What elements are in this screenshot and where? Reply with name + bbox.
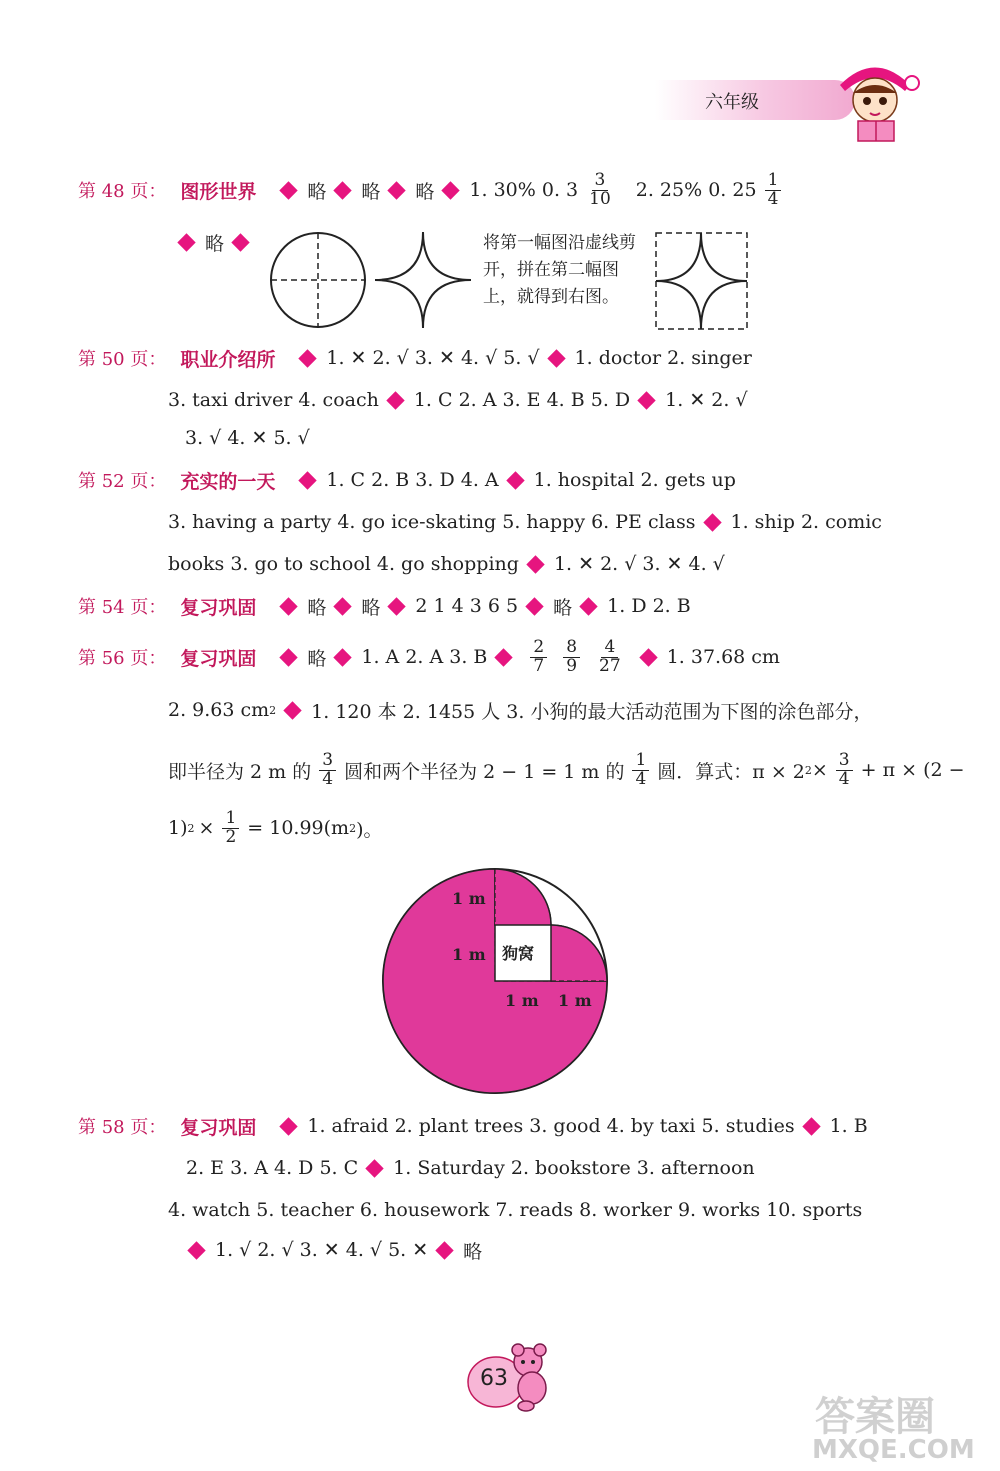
answer: 即半径为 2 m 的: [168, 760, 312, 783]
girl-reading-icon: [830, 55, 920, 145]
answer: 1. ✕ 2. √ 3. ✕ 4. √: [553, 553, 725, 575]
answer: 3. √ 4. ✕ 5. √: [185, 427, 310, 449]
section-58-line2: [186, 1148, 755, 1188]
answer: 3. having a party 4. go ice-skating 5. happy 6. PE class: [168, 511, 696, 533]
section-52-line3: [168, 544, 725, 584]
fraction: $\frac{4}{27}$: [599, 636, 621, 676]
section-48-line2: [170, 222, 259, 262]
page-ref: 第 50 页：: [78, 349, 167, 370]
answer: 1. ✕ 2. √: [665, 389, 748, 411]
diamond-bullet-icon: [299, 471, 317, 489]
answer: 略: [307, 596, 327, 619]
diamond-bullet-icon: [435, 1241, 453, 1259]
diamond-bullet-icon: [579, 597, 597, 615]
answer: 1. ship 2. comic: [730, 511, 882, 533]
answer: + π × (2 −: [860, 759, 965, 781]
diamond-bullet-icon: [703, 513, 721, 531]
diamond-bullet-icon: [280, 181, 298, 199]
page-ref: 第 56 页：: [78, 648, 167, 669]
answer: 2 1 4 3 6 5: [415, 595, 519, 617]
fraction: $\frac{8}{9}$: [563, 639, 580, 676]
section-58-line1: [78, 1106, 868, 1146]
figure-square-star: [655, 232, 750, 332]
radius-label: 1 m: [452, 889, 486, 908]
diamond-bullet-icon: [526, 555, 544, 573]
answer: 1. afraid 2. plant trees 3. good 4. by taxi 5. studies: [307, 1115, 795, 1137]
page-ref: 第 48 页：: [78, 181, 167, 202]
answer: 4. watch 5. teacher 6. housework 7. reads 8. worker 9. works 10. sports: [168, 1199, 863, 1221]
diamond-bullet-icon: [365, 1159, 383, 1177]
section-50-line1: [78, 338, 752, 378]
page-number: 63: [480, 1366, 508, 1391]
answer: 1. C 2. B 3. D 4. A: [326, 469, 499, 491]
answer: 圆．算式：π × 2: [657, 760, 805, 783]
diamond-bullet-icon: [525, 597, 543, 615]
diamond-bullet-icon: [547, 349, 565, 367]
section-56-line2: 2. 9.63 cm 2 1. 120 本 2. 1455 人 3. 小狗的最大活动范围为下图的涂色部分，: [168, 690, 872, 730]
page-ref: 第 54 页：: [78, 597, 167, 618]
answer: 1. 37.68 cm: [666, 646, 780, 668]
section-58-line4: [180, 1230, 482, 1270]
dog-house-label: 狗窝: [502, 944, 535, 963]
answer: 1. 30% 0. 3: [469, 179, 579, 201]
diamond-bullet-icon: [334, 648, 352, 666]
grade-label: 六年级: [705, 92, 759, 113]
diamond-bullet-icon: [388, 597, 406, 615]
diamond-bullet-icon: [231, 233, 249, 251]
answer: 略: [415, 180, 435, 203]
diamond-bullet-icon: [334, 181, 352, 199]
diamond-bullet-icon: [187, 1241, 205, 1259]
diamond-bullet-icon: [299, 349, 317, 367]
answer: 略: [361, 596, 381, 619]
section-56-line1: [78, 637, 780, 677]
radius-label: 1 m: [558, 991, 592, 1010]
diamond-bullet-icon: [639, 648, 657, 666]
section-52-line2: [168, 502, 882, 542]
page-ref: 第 58 页：: [78, 1117, 167, 1138]
diamond-bullet-icon: [177, 233, 195, 251]
answer: 1. hospital 2. gets up: [533, 469, 736, 491]
section-50-line3: [185, 418, 310, 458]
answer: 2. E 3. A 4. D 5. C: [186, 1157, 359, 1179]
topic-title: 职业介绍所: [180, 348, 276, 371]
diamond-bullet-icon: [386, 391, 404, 409]
answer: 1. B: [829, 1115, 868, 1137]
answer: 1. 120 本 2. 1455 人 3. 小狗的最大活动范围为下图的涂色部分，: [311, 700, 873, 723]
section-54-line1: [78, 586, 691, 626]
section-56-line4: 1) 2 × $\frac{1}{2}$ = 10.99(m 2 )。: [168, 807, 383, 847]
answer: 1. A 2. A 3. B: [361, 646, 488, 668]
diamond-bullet-icon: [442, 181, 460, 199]
answer: 1. doctor 2. singer: [574, 347, 752, 369]
dog-area-diagram: [380, 866, 610, 1096]
diamond-bullet-icon: [283, 701, 301, 719]
topic-title: 图形世界: [180, 180, 257, 203]
answer: 1. C 2. A 3. E 4. B 5. D: [413, 389, 631, 411]
fraction: $\frac{3}{10}$: [589, 169, 611, 209]
answer: 略: [307, 647, 327, 670]
answer: 略: [463, 1240, 483, 1263]
diamond-bullet-icon: [637, 391, 655, 409]
fraction: $\frac{1}{4}$: [632, 752, 649, 789]
answer: 略: [205, 232, 225, 255]
watermark-url: MXQE.COM: [812, 1435, 975, 1465]
fraction: $\frac{2}{7}$: [530, 639, 547, 676]
section-58-line3: [168, 1190, 862, 1230]
answer: 3. taxi driver 4. coach: [168, 389, 379, 411]
diamond-bullet-icon: [506, 471, 524, 489]
section-50-line2: [168, 380, 748, 420]
section-56-line3: 即半径为 2 m 的 $\frac{3}{4}$ 圆和两个半径为 2 − 1 = 1 m 的 $\frac{1}{4}$ 圆．算式：π × 2 2 × $\frac{3}{4}$ + π × (2 −: [168, 749, 965, 789]
figure-note: 将第一幅图沿虚线剪开，拼在第二幅图上，就得到右图。: [483, 233, 636, 307]
answer: 圆和两个半径为 2 − 1 = 1 m 的: [344, 760, 625, 783]
answer: 1. √ 2. √ 3. ✕ 4. √ 5. ✕: [215, 1239, 429, 1261]
answer: 略: [361, 180, 381, 203]
diamond-bullet-icon: [388, 181, 406, 199]
fraction: $\frac{3}{4}$: [836, 752, 853, 789]
answer: 2. 25% 0. 25: [635, 179, 757, 201]
answer: 1. ✕ 2. √ 3. ✕ 4. √ 5. √: [326, 347, 540, 369]
topic-title: 复习巩固: [180, 647, 257, 670]
fraction: $\frac{1}{4}$: [765, 172, 782, 209]
fraction: $\frac{3}{4}$: [319, 752, 336, 789]
section-48-line1: [78, 170, 789, 210]
radius-label: 1 m: [452, 945, 486, 964]
page-ref: 第 52 页：: [78, 471, 167, 492]
answer: books 3. go to school 4. go shopping: [168, 553, 519, 575]
fraction: $\frac{1}{2}$: [222, 810, 239, 847]
diamond-bullet-icon: [495, 648, 513, 666]
topic-title: 复习巩固: [180, 596, 257, 619]
diamond-bullet-icon: [280, 1117, 298, 1135]
diamond-bullet-icon: [280, 648, 298, 666]
answer: 略: [307, 180, 327, 203]
diamond-bullet-icon: [334, 597, 352, 615]
topic-title: 复习巩固: [180, 1116, 257, 1139]
answer: 1. D 2. B: [607, 595, 691, 617]
answer: 1. Saturday 2. bookstore 3. afternoon: [393, 1157, 755, 1179]
answer: 2. 9.63 cm: [168, 699, 270, 721]
answer: 略: [553, 596, 573, 619]
watermark-logo: 答案圈: [815, 1394, 935, 1440]
topic-title: 充实的一天: [180, 470, 276, 493]
diamond-bullet-icon: [280, 597, 298, 615]
diamond-bullet-icon: [802, 1117, 820, 1135]
radius-label: 1 m: [505, 991, 539, 1010]
section-52-line1: [78, 460, 736, 500]
